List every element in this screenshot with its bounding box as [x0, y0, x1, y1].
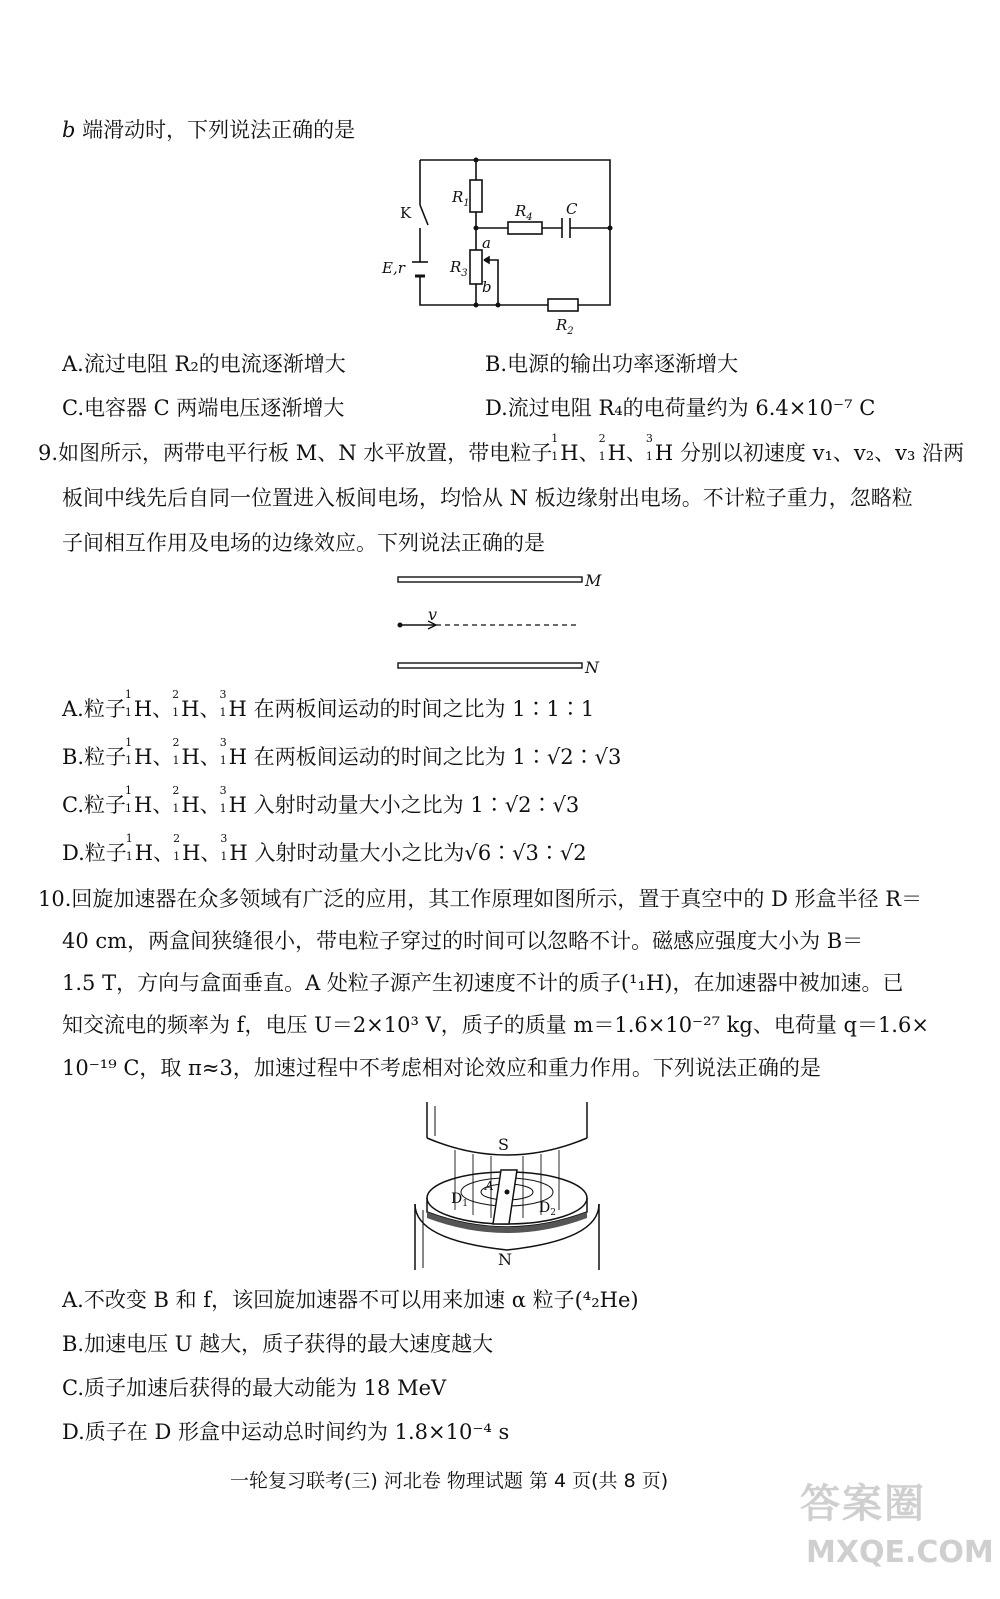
label-r3: $R_3$: [450, 258, 468, 279]
label-n: N: [585, 658, 599, 677]
q8-circuit-diagram: [370, 150, 630, 340]
watermark-brand: 答案圈: [800, 1481, 926, 1527]
q10-option-d: D.质子在 D 形盒中运动总时间约为 1.8×10⁻⁴ s: [62, 1420, 510, 1444]
q10-option-a: A.不改变 B 和 f，该回旋加速器不可以用来加速 α 粒子(⁴₂He): [62, 1288, 639, 1312]
q8-stem-tail: b 端滑动时，下列说法正确的是: [62, 118, 356, 142]
label-er: E,r: [382, 259, 405, 277]
q9-option-c: C.粒子 1 1 H、 2 1 H、 3 1 H 入射时动量大小之比为 1∶√2∶√3: [62, 784, 580, 817]
label-n-pole: N: [498, 1250, 512, 1269]
q10-stem-line5: 10⁻¹⁹ C，取 π≈3，加速过程中不考虑相对论效应和重力作用。下列说法正确的是: [62, 1056, 821, 1080]
q10-option-b: B.加速电压 U 越大，质子获得的最大速度越大: [62, 1332, 494, 1356]
q9-stem-line1: 9.如图所示，两带电平行板 M、N 水平放置，带电粒子 1 1 H、 2 1 H、 3 1 H 分别以初速度 v₁、v₂、v₃ 沿两: [38, 432, 965, 465]
label-r1: $R_1$: [452, 188, 470, 209]
q9-option-d: D.粒子 1 1 H、 2 1 H、 3 1 H 入射时动量大小之比为√6∶√3∶√2: [62, 832, 587, 865]
q9-plates-diagram: [390, 565, 610, 680]
label-s: S: [498, 1135, 509, 1154]
q9-stem-line2: 板间中线先后自同一位置进入板间电场，均恰从 N 板边缘射出电场。不计粒子重力，忽略粒: [62, 486, 913, 510]
label-a: a: [482, 234, 491, 252]
label-m: M: [585, 571, 602, 590]
q8-option-c: C.电容器 C 两端电压逐渐增大: [62, 396, 345, 420]
q10-stem-line1: 10.回旋加速器在众多领域有广泛的应用，其工作原理如图所示，置于真空中的 D 形盒半径 R＝: [38, 887, 923, 911]
q9-option-b: B.粒子 1 1 H、 2 1 H、 3 1 H 在两板间运动的时间之比为 1∶√2∶√3: [62, 736, 622, 769]
q8-option-d: D.流过电阻 R₄的电荷量约为 6.4×10⁻⁷ C: [485, 396, 876, 420]
label-b: b: [482, 278, 492, 296]
q9-option-a: A.粒子 1 1 H、 2 1 H、 3 1 H 在两板间运动的时间之比为 1∶1∶1: [62, 688, 595, 721]
label-a-source: A: [485, 1179, 494, 1193]
q8-option-a: A.流过电阻 R₂的电流逐渐增大: [62, 352, 346, 376]
q8-option-b: B.电源的输出功率逐渐增大: [485, 352, 739, 376]
label-d2: $D_2$: [539, 1200, 556, 1218]
q10-stem-line3: 1.5 T，方向与盒面垂直。A 处粒子源产生初速度不计的质子(¹₁H)，在加速器中被加速。已: [62, 971, 904, 995]
label-r4: $R_4$: [515, 202, 533, 223]
q9-stem-line3: 子间相互作用及电场的边缘效应。下列说法正确的是: [62, 531, 545, 555]
page-footer: 一轮复习联考(三) 河北卷 物理试题 第 4 页(共 8 页): [230, 1470, 669, 1492]
q10-cyclotron-diagram: [405, 1100, 605, 1275]
label-k: K: [400, 204, 412, 222]
watermark-domain: MXQE.COM: [806, 1535, 994, 1570]
label-r2: $R_2$: [556, 316, 574, 337]
q10-stem-line4: 知交流电的频率为 f，电压 U＝2×10³ V，质子的质量 m＝1.6×10⁻²⁷ kg、电荷量 q＝1.6×: [62, 1013, 929, 1037]
label-v: v: [428, 605, 438, 624]
q10-option-c: C.质子加速后获得的最大动能为 18 MeV: [62, 1376, 447, 1400]
label-c: C: [566, 200, 578, 218]
q10-stem-line2: 40 cm，两盒间狭缝很小，带电粒子穿过的时间可以忽略不计。磁感应强度大小为 B＝: [62, 929, 864, 953]
label-d1: $D_1$: [451, 1191, 468, 1209]
